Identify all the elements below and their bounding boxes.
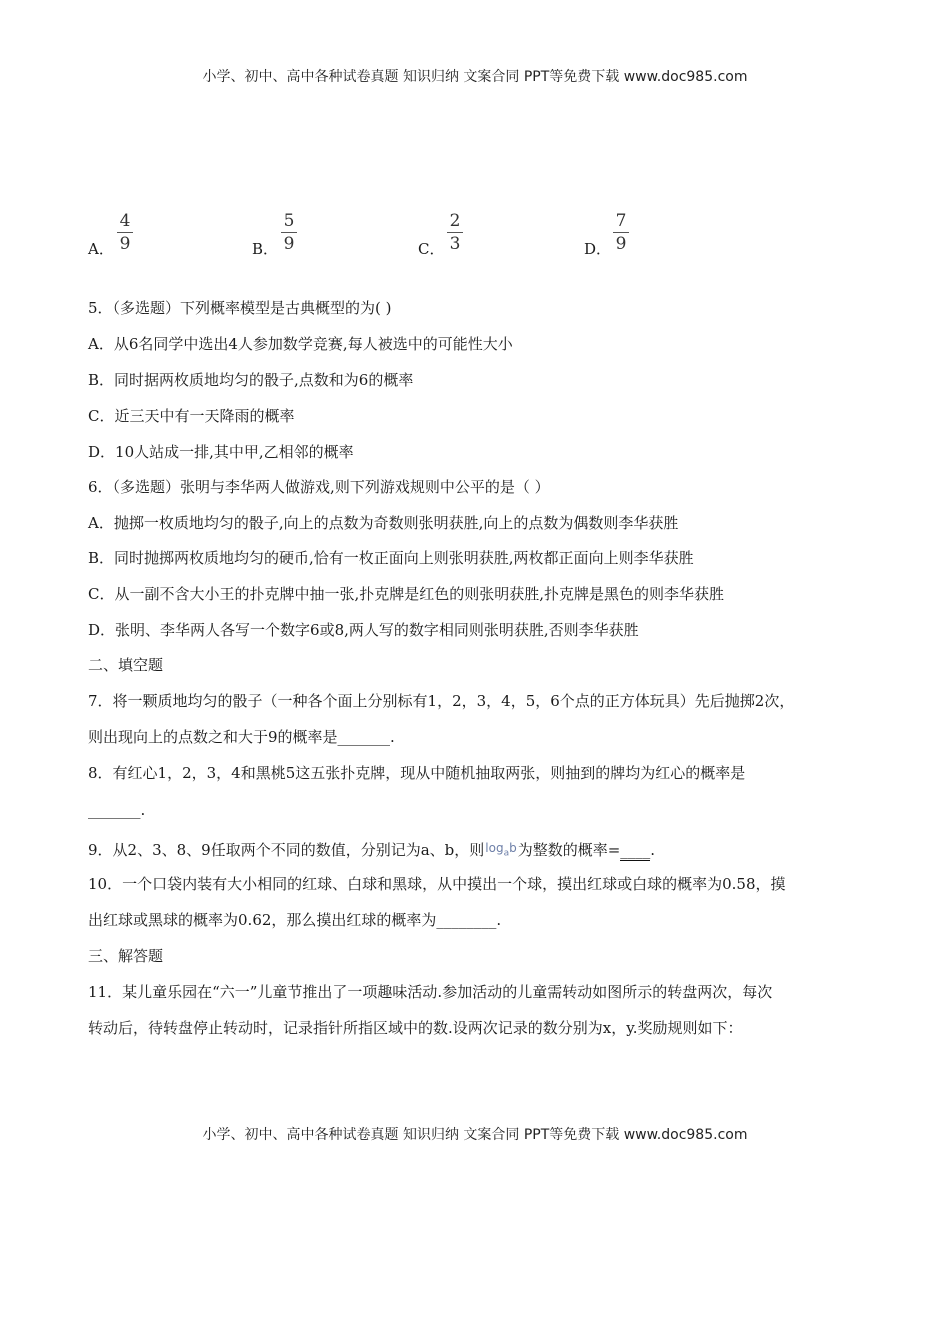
q6-option-a: A．抛掷一枚质地均匀的骰子,向上的点数为奇数则张明获胜,向上的点数为偶数则李华获胜 [88,514,679,532]
numerator: 2 [449,211,461,231]
q9-blank: ____ [620,841,651,859]
numerator: 5 [283,211,295,231]
choice-label: C． [418,240,445,258]
q9-end: . [650,841,656,859]
choice-label: B． [252,240,279,258]
denominator: 3 [449,234,461,254]
q5-stem: 5．（多选题）下列概率模型是古典概型的为( ) [88,299,392,317]
q6-option-d: D．张明、李华两人各写一个数字6或8,两人写的数字相同则张明获胜,否则李华获胜 [88,621,639,639]
q9-text-after: 为整数的概率= [517,841,621,859]
q11-line-1: 11．某儿童乐园在“六一”儿童节推出了一项趣味活动.参加活动的儿童需转动如图所示的转盘两次，每次 [88,983,773,1001]
section-heading-fill-in: 二、填空题 [88,656,164,674]
page-footer: 小学、初中、高中各种试卷真题 知识归纳 文案合同 PPT等免费下载 www.doc985.com [202,1127,748,1143]
q9-text-before: 9．从2、3、8、9任取两个不同的数值，分别记为a、b，则 [88,841,485,859]
q7-line-2: 则出现向上的点数之和大于9的概率是_______. [88,728,395,746]
log-formula-image: $\log_ab$ [485,841,517,859]
fraction [448,210,462,255]
section-heading-solutions: 三、解答题 [88,947,164,965]
q6-option-b: B．同时抛掷两枚质地均匀的硬币,恰有一枚正面向上则张明获胜,两枚都正面向上则李华获胜 [88,549,694,567]
q8-line-2: _______. [88,801,146,819]
fraction [614,210,628,255]
choice-label: A． [88,240,114,258]
numerator: 4 [119,211,131,231]
choice-label: D． [584,240,612,258]
denominator: 9 [283,234,295,254]
denominator: 9 [615,234,627,254]
numerator: 7 [615,211,627,231]
q5-option-d: D．10人站成一排,其中甲,乙相邻的概率 [88,443,354,461]
q6-option-c: C．从一副不含大小王的扑克牌中抽一张,扑克牌是红色的则张明获胜,扑克牌是黑色的则李华获胜 [88,585,725,603]
q7-line-1: 7．将一颗质地均匀的骰子（一种各个面上分别标有1，2，3，4，5，6个点的正方体玩具）先后抛掷2次， [88,692,795,710]
q6-stem: 6．（多选题）张明与李华两人做游戏,则下列游戏规则中公平的是（ ） [88,478,550,496]
q5-option-a: A．从6名同学中选出4人参加数学竞赛,每人被选中的可能性大小 [88,335,513,353]
q5-option-b: B．同时据两枚质地均匀的骰子,点数和为6的概率 [88,371,414,389]
denominator: 9 [119,234,131,254]
q11-line-2: 转动后，待转盘停止转动时，记录指针所指区域中的数.设两次记录的数分别为x，y.奖励规则如下： [88,1019,743,1037]
q9-line [88,838,655,863]
page-header: 小学、初中、高中各种试卷真题 知识归纳 文案合同 PPT等免费下载 www.doc985.com [202,69,748,85]
fraction [282,210,296,255]
q10-line-2: 出红球或黑球的概率为0.62，那么摸出红球的概率为________. [88,911,502,929]
q5-option-c: C．近三天中有一天降雨的概率 [88,407,295,425]
q8-line-1: 8．有红心1，2，3，4和黑桃5这五张扑克牌，现从中随机抽取两张，则抽到的牌均为红心的概率是 [88,764,746,782]
q10-line-1: 10．一个口袋内装有大小相同的红球、白球和黑球，从中摸出一个球，摸出红球或白球的概率为0.58，摸 [88,875,786,893]
fraction [118,210,132,255]
